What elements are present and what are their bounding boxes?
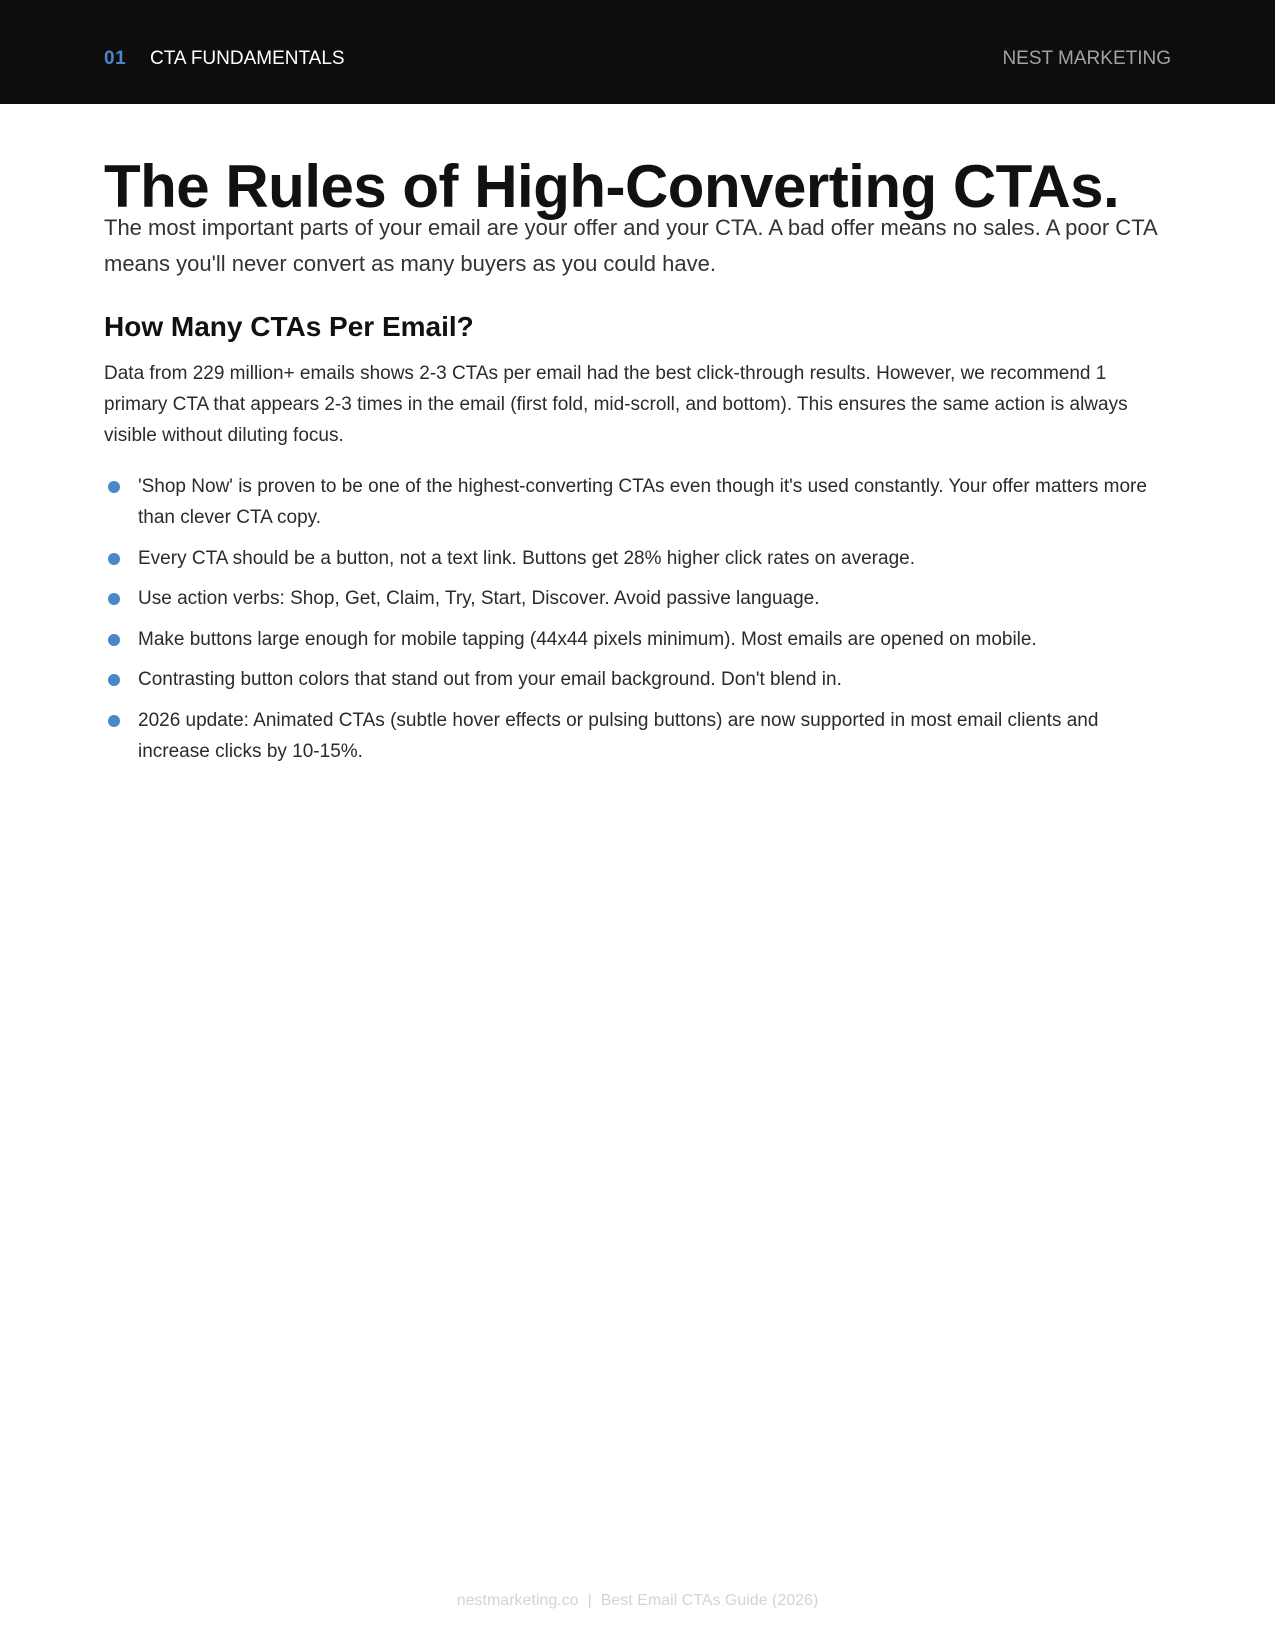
bullet-dot-icon xyxy=(108,715,120,727)
page-footer xyxy=(0,1592,1275,1610)
list-item xyxy=(104,543,1171,574)
bullet-dot-icon xyxy=(108,634,120,646)
main-content xyxy=(104,153,1171,776)
footer-separator: | xyxy=(587,1592,592,1609)
list-item-text: Use action verbs: Shop, Get, Claim, Try, Start, Discover. Avoid passive language. xyxy=(138,588,820,609)
page-title: The Rules of High-Converting CTAs. xyxy=(104,153,1120,220)
subheading: How Many CTAs Per Email? xyxy=(104,311,474,342)
body-paragraph: Data from 229 million+ emails shows 2-3 CTAs per email had the best click-through results. However, we recommend 1 primary CTA that appears 2-3 times in the email (first fold, mid-scroll, and bottom). This ensures the same action is always visible without diluting focus. xyxy=(104,363,1128,446)
section-title: CTA FUNDAMENTALS xyxy=(150,48,345,69)
list-item xyxy=(104,705,1171,767)
bullet-list xyxy=(104,471,1171,767)
list-item-text: Make buttons large enough for mobile tapping (44x44 pixels minimum). Most emails are opened on mobile. xyxy=(138,628,1037,650)
footer-site: nestmarketing.co xyxy=(456,1592,579,1609)
bullet-dot-icon xyxy=(108,674,120,686)
list-item xyxy=(104,583,1171,614)
bullet-dot-icon xyxy=(108,481,120,493)
list-item-text: 2026 update: Animated CTAs (subtle hover effects or pulsing buttons) are now supported in most email clients and increase clicks by 10-15%. xyxy=(138,709,1099,762)
list-item-text: Every CTA should be a button, not a text link. Buttons get 28% higher click rates on average. xyxy=(138,547,915,569)
list-item xyxy=(104,471,1171,533)
list-item-text: 'Shop Now' is proven to be one of the highest-converting CTAs even though it's used constantly. Your offer matters more than clever CTA copy. xyxy=(138,476,1147,528)
list-item xyxy=(104,664,1171,695)
page-header-bar xyxy=(0,0,1275,104)
bullet-dot-icon xyxy=(108,593,120,605)
section-number: 01 xyxy=(104,48,127,69)
intro-paragraph: The most important parts of your email are your offer and your CTA. A bad offer means no sales. A poor CTA means you'll never convert as many buyers as you could have. xyxy=(104,215,1157,276)
footer-guide-title: Best Email CTAs Guide (2026) xyxy=(600,1592,819,1609)
brand-name: NEST MARKETING xyxy=(1002,48,1171,69)
list-item xyxy=(104,624,1171,655)
bullet-dot-icon xyxy=(108,553,120,565)
list-item-text: Contrasting button colors that stand out from your email background. Don't blend in. xyxy=(138,669,842,690)
